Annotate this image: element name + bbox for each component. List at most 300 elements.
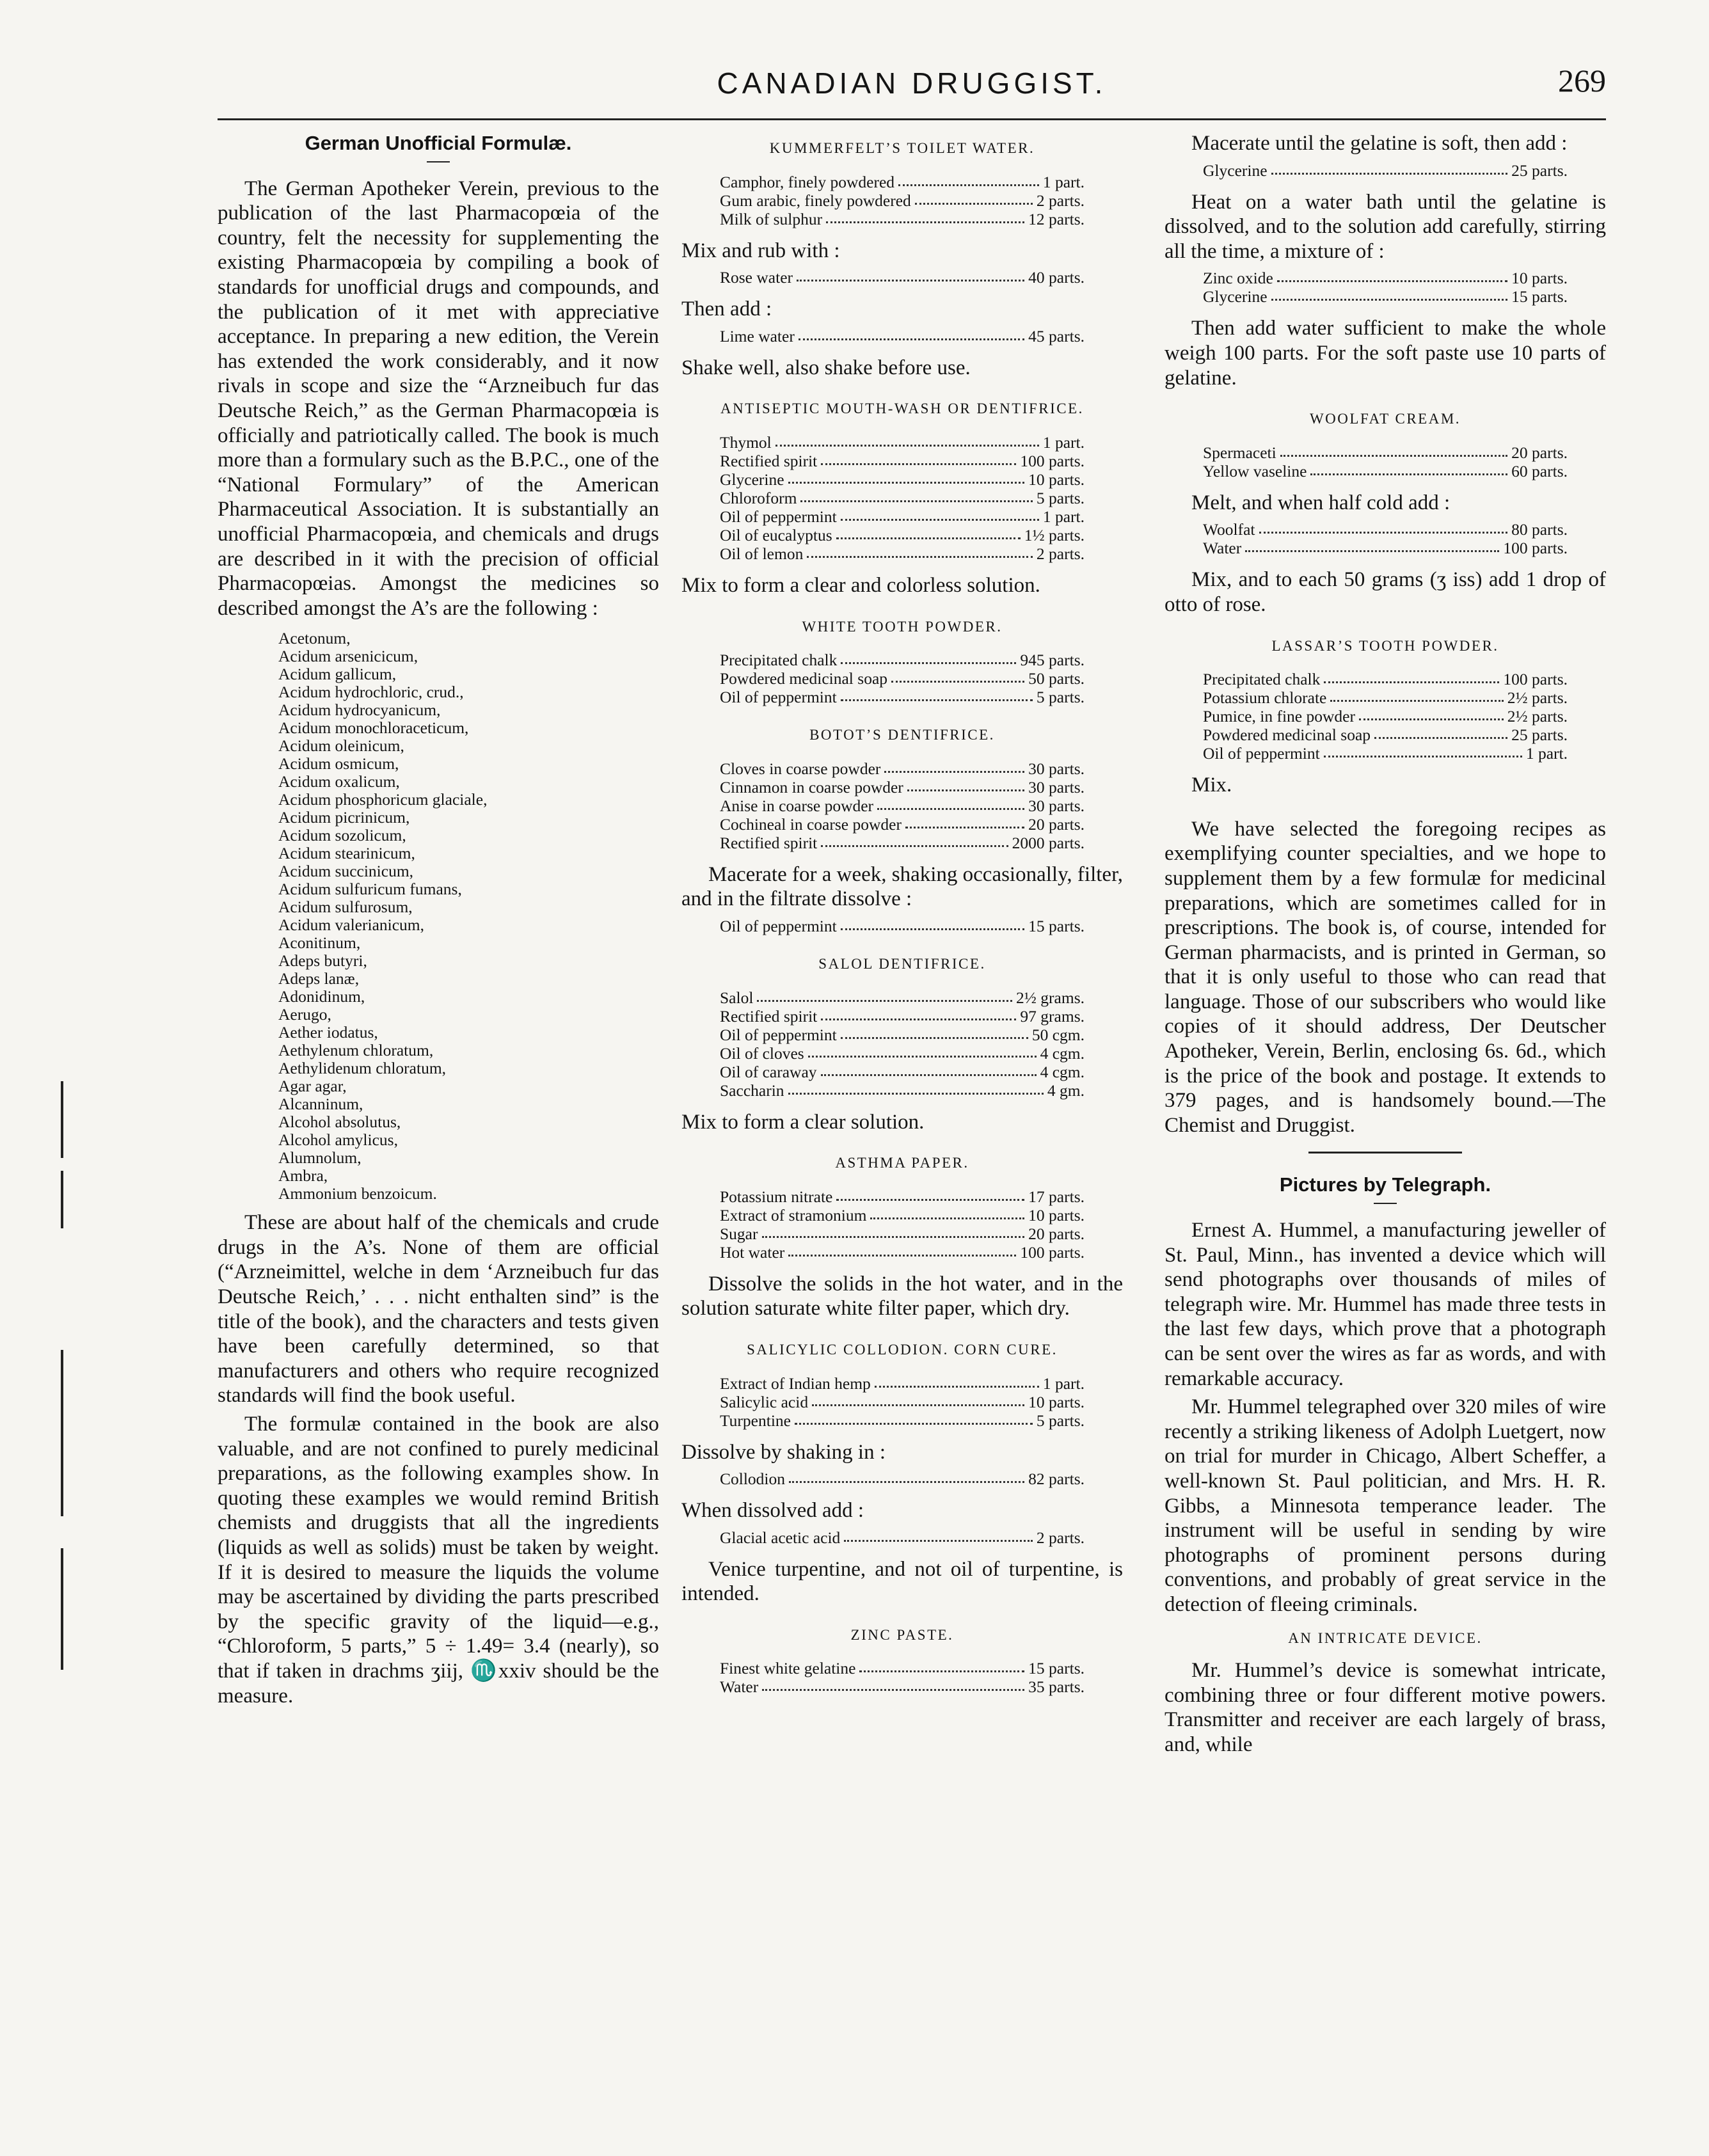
recipe-table	[1165, 670, 1606, 763]
paragraph: The German Apotheker Verein, previous to the publication of the last Pharmacopœia of the country, felt the necessity for supplementing the existing Pharmacopœia by compiling a book of standards for unofficial drugs and compounds, and the publication of it met with appreciative acceptance. In preparing a new edition, the Verein has extended the work considerably, and it now rivals in scope and size the “Arzneibuch fur das Deutsche Reich,” as the German Pharmacopœia is officially and patriotically called. The book is much more than a formulary such as the B.P.C., one of the “National Formulary” of the American Pharmaceutical Association. It is substantially an unofficial Pharmacopœia, and chemicals and drugs are described in it with the precision of official Pharmacopœias. Amongst the medicines so described amongst the A’s are the following :	[218, 177, 659, 620]
ingredient-amount: 2 parts.	[1036, 544, 1085, 563]
dot-leader	[841, 507, 1039, 521]
dot-leader	[841, 688, 1033, 701]
recipe-table	[681, 1659, 1123, 1696]
ingredient-amount: 5 parts.	[1036, 688, 1085, 707]
ingredient-row	[720, 1243, 1085, 1262]
ingredient-amount: 30 parts.	[1028, 796, 1085, 815]
dot-leader	[907, 778, 1024, 791]
instruction: Venice turpentine, and not oil of turpentine, is intended.	[681, 1557, 1123, 1606]
ingredient-name: Oil of caraway	[720, 1062, 817, 1081]
ingredient-name: Rectified spirit	[720, 451, 818, 470]
dot-leader	[836, 1187, 1024, 1201]
ingredient-name: Sugar	[720, 1224, 758, 1243]
ingredient-name: Glacial acetic acid	[720, 1528, 841, 1547]
ingredient-name: Lime water	[720, 326, 795, 345]
ingredient-row	[720, 1225, 1085, 1243]
recipe-title: WHITE TOOTH POWDER.	[802, 618, 1003, 635]
ingredient-amount: 30 parts.	[1028, 759, 1085, 778]
ingredient-row	[1203, 707, 1568, 725]
instruction: Mix.	[1191, 773, 1232, 797]
list-item: Adeps butyri,	[278, 951, 367, 971]
ingredient-name: Pumice, in fine powder	[1203, 707, 1355, 726]
title-dash	[1374, 1203, 1397, 1204]
list-item: Acidum sozolicum,	[278, 826, 406, 845]
dot-leader	[859, 1659, 1024, 1672]
ingredient-amount: 25 parts.	[1511, 161, 1568, 180]
paragraph: The formulæ contained in the book are also valuable, and are not confined to purely medicinal preparations, as the following examples show. In quoting these examples we would remind British chemists and druggists that all the ingredients (liquids as well as solids) must be taken by weight. If it is desired to measure the liquids the volume may be ascertained by dividing the parts prescribed by the specific gravity of the liquid—e.g., “Chloroform, 5 parts,” 5 ÷ 1.49= 3.4 (nearly), so that if taken in drachms ʒiij, ♏xxiv should be the measure.	[218, 1413, 659, 1708]
subheading: AN INTRICATE DEVICE.	[1288, 1629, 1482, 1646]
ingredient-name: Oil of peppermint	[720, 1025, 837, 1044]
ingredient-name: Zinc oxide	[1203, 269, 1273, 288]
dot-leader	[799, 327, 1024, 340]
recipe-table	[681, 651, 1123, 706]
ingredient-row	[720, 1081, 1085, 1100]
instruction: Then add water sufficient to make the whole weigh 100 parts. For the soft paste use 10 parts of gelatine.	[1165, 317, 1606, 390]
ingredient-amount: 17 parts.	[1028, 1187, 1085, 1206]
ingredient-amount: 1 part.	[1042, 1374, 1085, 1393]
ingredient-amount: 35 parts.	[1028, 1677, 1085, 1697]
instruction: Heat on a water bath until the gelatine is dissolved, and to the solution add carefully, stirring all the time, a mixture of :	[1165, 190, 1606, 263]
ingredient-row	[1203, 688, 1568, 707]
ingredient-row	[720, 778, 1085, 797]
paragraph: Ernest A. Hummel, a manufacturing jeweller of St. Paul, Minn., has invented a device which will send photographs over thousands of miles of telegraph wire. Mr. Hummel has made three tests in the last few days, which prove that a photograph can be sent over the wires as far as words, and with remarkable accuracy.	[1165, 1219, 1606, 1390]
instruction: Macerate for a week, shaking occasionally, filter, and in the filtrate dissolve :	[681, 862, 1123, 911]
ingredient-amount: 20 parts.	[1028, 814, 1085, 834]
paragraph: These are about half of the chemicals and crude drugs in the A’s. None of them are official (“Arzneimittel, welche in dem ‘Arzneibuch fur das Deutsche Reich,’ . . . nicht enthalten sind” is the title of the book), and the characters and tests given have been carefully determined, so that manufacturers and others who require recognized standards will find the book useful.	[218, 1211, 659, 1407]
margin-mark	[61, 1548, 63, 1670]
ingredient-row	[720, 544, 1085, 563]
ingredient-row	[1203, 670, 1568, 688]
ingredient-amount: 10 parts.	[1028, 1392, 1085, 1411]
instruction: Macerate until the gelatine is soft, then add :	[1191, 132, 1568, 155]
recipe-title: SALOL DENTIFRICE.	[818, 955, 986, 972]
ingredient-amount: 15 parts.	[1028, 1659, 1085, 1678]
dot-leader	[788, 1081, 1044, 1095]
dot-leader	[898, 173, 1039, 186]
list-item: Adeps lanæ,	[278, 969, 360, 988]
dot-leader	[1277, 269, 1507, 282]
ingredient-name: Glycerine	[1203, 161, 1268, 180]
list-item: Aerugo,	[278, 1005, 331, 1024]
ingredient-amount: 10 parts.	[1511, 269, 1568, 288]
list-item: Alcohol absolutus,	[278, 1113, 401, 1132]
ingredient-row	[720, 1206, 1085, 1225]
ingredient-amount: 60 parts.	[1511, 461, 1568, 480]
dot-leader	[870, 1206, 1024, 1219]
ingredient-name: Potassium chlorate	[1203, 688, 1327, 708]
ingredient-amount: 945 parts.	[1020, 651, 1085, 670]
ingredient-amount: 1 part.	[1042, 432, 1085, 452]
recipe-title: LASSAR’S TOOTH POWDER.	[1271, 637, 1499, 654]
instruction: Dissolve the solids in the hot water, and in the solution saturate white filter paper, which dry.	[681, 1272, 1123, 1320]
dot-leader	[1280, 443, 1507, 457]
recipe-table	[681, 1187, 1123, 1262]
dot-leader	[826, 210, 1024, 223]
ingredient-amount: 25 parts.	[1511, 725, 1568, 745]
ingredient-row	[720, 489, 1085, 507]
dot-leader	[1330, 688, 1503, 702]
ingredient-amount: 4 cgm.	[1040, 1062, 1085, 1081]
dot-leader	[762, 1225, 1025, 1238]
dot-leader	[915, 191, 1033, 205]
ingredient-name: Hot water	[720, 1242, 785, 1262]
dot-leader	[1310, 462, 1507, 475]
dot-leader	[788, 470, 1025, 484]
recipe-title: BOTOT’S DENTIFRICE.	[809, 727, 995, 743]
ingredient-row	[1203, 520, 1568, 539]
instruction: Dissolve by shaking in :	[681, 1440, 886, 1464]
instruction: When dissolved add :	[681, 1499, 864, 1523]
list-item: Acidum valerianicum,	[278, 916, 425, 935]
ingredient-row	[720, 815, 1085, 834]
dot-leader	[884, 759, 1024, 773]
ingredient-name: Powdered medicinal soap	[1203, 725, 1371, 745]
ingredient-amount: 45 parts.	[1028, 326, 1085, 345]
ingredient-row	[1203, 287, 1568, 306]
dot-leader	[788, 1243, 1016, 1256]
ingredient-amount: 15 parts.	[1511, 287, 1568, 306]
recipe-table	[681, 268, 1123, 287]
ingredient-name: Extract of stramonium	[720, 1205, 867, 1225]
ingredient-name: Precipitated chalk	[1203, 670, 1321, 689]
dot-leader	[1374, 725, 1507, 739]
recipe-table	[681, 917, 1123, 935]
ingredient-row	[1203, 269, 1568, 287]
ingredient-name: Anise in coarse powder	[720, 796, 874, 815]
ingredient-row	[720, 526, 1085, 544]
recipe-title: ZINC PASTE.	[850, 1626, 954, 1643]
ingredient-amount: 100 parts.	[1020, 1242, 1085, 1262]
instruction: Mix, and to each 50 grams (ʒ iss) add 1 drop of otto of rose.	[1165, 568, 1606, 616]
ingredient-row	[1203, 462, 1568, 480]
ingredient-name: Yellow vaseline	[1203, 461, 1307, 480]
ingredient-amount: 20 parts.	[1028, 1224, 1085, 1243]
ingredient-row	[720, 470, 1085, 489]
ingredient-row	[720, 173, 1085, 191]
ingredient-name: Oil of peppermint	[1203, 744, 1320, 763]
ingredient-row	[720, 917, 1085, 935]
dot-leader	[1245, 539, 1499, 552]
ingredient-name: Oil of eucalyptus	[720, 525, 832, 544]
ingredient-row	[720, 507, 1085, 526]
list-item: Acidum sulfurosum,	[278, 898, 413, 917]
ingredient-name: Collodion	[720, 1470, 786, 1489]
ingredient-amount: 100 parts.	[1503, 539, 1568, 558]
recipe-table	[1165, 520, 1606, 557]
ingredient-row	[720, 1470, 1085, 1488]
instruction: Mix and rub with :	[681, 239, 840, 262]
recipe-table	[681, 173, 1123, 228]
column-right	[1165, 131, 1606, 1761]
ingredient-name: Oil of lemon	[720, 544, 804, 563]
ingredient-row	[720, 1659, 1085, 1677]
ingredient-amount: 10 parts.	[1028, 470, 1085, 489]
ingredient-name: Saccharin	[720, 1081, 784, 1100]
ingredient-name: Rose water	[720, 268, 793, 287]
ingredient-row	[720, 688, 1085, 706]
list-item: Acidum picrinicum,	[278, 808, 410, 827]
list-item: Acidum stearinicum,	[278, 844, 415, 863]
dot-leader	[821, 1007, 1016, 1020]
instruction: Mix to form a clear solution.	[681, 1110, 925, 1134]
dot-leader	[797, 268, 1024, 281]
dot-leader	[877, 797, 1024, 810]
ingredient-name: Glycerine	[720, 470, 784, 489]
ingredient-amount: 2 parts.	[1036, 1528, 1085, 1547]
page-header	[218, 61, 1606, 120]
dot-leader	[800, 489, 1033, 502]
list-item: Ambra,	[278, 1166, 328, 1185]
ingredient-name: Salicylic acid	[720, 1392, 809, 1411]
ingredient-name: Rectified spirit	[720, 833, 818, 852]
ingredient-row	[720, 433, 1085, 452]
journal-title: CANADIAN DRUGGIST.	[717, 67, 1107, 100]
list-item: Aether iodatus,	[278, 1023, 378, 1042]
ingredient-row	[720, 1187, 1085, 1206]
dot-leader	[841, 917, 1024, 930]
ingredient-row	[720, 759, 1085, 778]
column-left	[218, 131, 659, 1712]
list-item: Aconitinum,	[278, 933, 361, 953]
ingredient-amount: 1 part.	[1042, 507, 1085, 526]
recipe-title: ASTHMA PAPER.	[835, 1155, 969, 1171]
list-item: Alumnolum,	[278, 1148, 362, 1168]
recipe-table	[1165, 161, 1606, 180]
ingredient-name: Milk of sulphur	[720, 209, 823, 228]
dot-leader	[844, 1528, 1033, 1542]
ingredient-row	[720, 834, 1085, 852]
paragraph: We have selected the foregoing recipes as exemplifying counter specialties, and we hope to supplement them by a few formulæ for medicinal preparations, which are sometimes called for in prescriptions. The book is, of course, intended for German pharmacists, and is printed in German, so that it is only useful to those who can read that language. Those of our subscribers who would like copies of it should address, Der Deutscher Apotheker, Verein, Berlin, enclosing 6s. 6d., which is the price of the book and postage. It extends to 379 pages, and is handsomely bound.—The Chemist and Druggist.	[1165, 817, 1606, 1137]
ingredient-name: Finest white gelatine	[720, 1659, 856, 1678]
ingredient-row	[720, 797, 1085, 815]
ingredient-amount: 100 parts.	[1503, 670, 1568, 689]
ingredient-row	[1203, 725, 1568, 744]
recipe-table	[681, 988, 1123, 1100]
ingredient-amount: 82 parts.	[1028, 1470, 1085, 1489]
dot-leader	[1324, 670, 1499, 683]
dot-leader	[812, 1393, 1024, 1406]
dot-leader	[1271, 161, 1508, 175]
ingredient-amount: 2 parts.	[1036, 191, 1085, 210]
paragraph: Mr. Hummel telegraphed over 320 miles of wire recently a striking likeness of Adolph Luetgert, now on trial for murder in Chicago, Albert Scheffer, a well-known St. Paul politician, and Mrs. H. R. Gibbs, a Minnesota temperance leader. The instrument will be useful in sending by wire photographs of prominent persons during conventions, and probably of great service in the detection of fleeing criminals.	[1165, 1395, 1606, 1616]
margin-mark	[61, 1081, 63, 1158]
ingredient-name: Water	[1203, 539, 1242, 558]
ingredient-amount: 12 parts.	[1028, 209, 1085, 228]
list-item: Aethylidenum chloratum,	[278, 1059, 447, 1078]
recipe-table	[1165, 269, 1606, 306]
ingredient-amount: 1 part.	[1525, 744, 1568, 763]
dot-leader	[821, 452, 1016, 465]
ingredient-amount: 50 cgm.	[1031, 1025, 1085, 1044]
list-item: Acidum osmicum,	[278, 754, 399, 773]
ingredient-amount: 5 parts.	[1036, 488, 1085, 507]
page-number: 269	[1558, 63, 1606, 99]
ingredient-row	[1203, 443, 1568, 462]
dot-leader	[905, 815, 1024, 828]
ingredient-row	[720, 651, 1085, 669]
ingredient-name: Turpentine	[720, 1411, 791, 1430]
list-item: Acidum succinicum,	[278, 862, 414, 881]
recipe-table	[1165, 443, 1606, 480]
dot-leader	[795, 1411, 1033, 1425]
margin-mark	[61, 1171, 63, 1228]
ingredient-amount: 30 parts.	[1028, 777, 1085, 797]
ingredient-amount: 2½ parts.	[1507, 688, 1568, 708]
ingredient-name: Camphor, finely powdered	[720, 172, 895, 191]
ingredient-name: Water	[720, 1677, 759, 1697]
ingredient-name: Extract of Indian hemp	[720, 1374, 871, 1393]
ingredient-row	[720, 1374, 1085, 1393]
ingredient-name: Powdered medicinal soap	[720, 669, 888, 688]
instruction: Melt, and when half cold add :	[1191, 491, 1451, 514]
ingredient-row	[1203, 744, 1568, 763]
instruction: Shake well, also shake before use.	[681, 356, 971, 379]
recipe-table	[681, 759, 1123, 852]
list-item: Acidum oleinicum,	[278, 736, 404, 756]
ingredient-amount: 15 parts.	[1028, 916, 1085, 935]
dot-leader	[891, 669, 1024, 683]
article-title: German Unofficial Formulæ.	[305, 132, 572, 154]
ingredient-amount: 5 parts.	[1036, 1411, 1085, 1430]
ingredient-row	[720, 191, 1085, 210]
dot-leader	[841, 1026, 1028, 1039]
ingredient-name: Oil of cloves	[720, 1043, 804, 1063]
paragraph: Mr. Hummel’s device is somewhat intricate, combining three or four different motive powers. Transmitter and receiver are each largely of brass, and, while	[1165, 1659, 1606, 1756]
ingredient-amount: 10 parts.	[1028, 1205, 1085, 1225]
ingredient-row	[720, 268, 1085, 287]
list-item: Acidum gallicum,	[278, 665, 397, 684]
ingredient-amount: 50 parts.	[1028, 669, 1085, 688]
dot-leader	[1271, 287, 1508, 301]
ingredient-amount: 97 grams.	[1020, 1006, 1085, 1026]
drug-list	[278, 630, 659, 1203]
dot-leader	[762, 1677, 1024, 1691]
dot-leader	[841, 651, 1016, 664]
ingredient-amount: 2000 parts.	[1012, 833, 1085, 852]
section-rule	[1308, 1152, 1462, 1153]
list-item: Acidum sulfuricum fumans,	[278, 880, 462, 899]
ingredient-name: Gum arabic, finely powdered	[720, 191, 911, 210]
ingredient-name: Cochineal in coarse powder	[720, 814, 902, 834]
dot-leader	[875, 1374, 1039, 1388]
ingredient-row	[720, 327, 1085, 345]
recipe-table	[681, 1470, 1123, 1488]
list-item: Alcohol amylicus,	[278, 1130, 398, 1150]
recipe-table	[681, 327, 1123, 345]
ingredient-row	[720, 452, 1085, 470]
list-item: Acidum hydrocyanicum,	[278, 701, 441, 720]
list-item: Acidum oxalicum,	[278, 772, 400, 791]
list-item: Acidum arsenicicum,	[278, 647, 418, 666]
recipe-title: SALICYLIC COLLODION. CORN CURE.	[747, 1341, 1058, 1358]
dot-leader	[1324, 744, 1522, 757]
ingredient-name: Spermaceti	[1203, 443, 1276, 462]
ingredient-amount: 1 part.	[1042, 172, 1085, 191]
ingredient-name: Potassium nitrate	[720, 1187, 833, 1206]
ingredient-amount: 2½ parts.	[1507, 707, 1568, 726]
ingredient-name: Oil of peppermint	[720, 688, 837, 707]
recipe-title: ANTISEPTIC MOUTH-WASH OR DENTIFRICE.	[720, 400, 1084, 417]
dot-leader	[1359, 707, 1504, 720]
ingredient-row	[720, 1063, 1085, 1081]
margin-mark	[61, 1350, 63, 1516]
dot-leader	[1259, 520, 1508, 534]
ingredient-name: Thymol	[720, 432, 772, 452]
ingredient-name: Chloroform	[720, 488, 797, 507]
dot-leader	[821, 1063, 1037, 1076]
ingredient-row	[720, 1044, 1085, 1063]
list-item: Ammonium benzoicum.	[278, 1184, 437, 1203]
list-item: Agar agar,	[278, 1077, 347, 1096]
ingredient-name: Glycerine	[1203, 287, 1268, 306]
recipe-table	[681, 1374, 1123, 1430]
ingredient-amount: 20 parts.	[1511, 443, 1568, 462]
ingredient-row	[1203, 539, 1568, 557]
ingredient-row	[720, 1677, 1085, 1696]
ingredient-name: Salol	[720, 988, 754, 1007]
instruction: Mix to form a clear and colorless solution.	[681, 573, 1040, 597]
ingredient-amount: 2½ grams.	[1016, 988, 1085, 1007]
list-item: Aethylenum chloratum,	[278, 1041, 434, 1060]
dot-leader	[757, 988, 1012, 1002]
article-title: Pictures by Telegraph.	[1279, 1173, 1491, 1196]
recipe-title: KUMMERFELT’S TOILET WATER.	[769, 140, 1035, 156]
ingredient-name: Rectified spirit	[720, 1006, 818, 1026]
ingredient-row	[720, 1393, 1085, 1411]
recipe-table	[681, 1528, 1123, 1547]
instruction: Then add :	[681, 297, 772, 321]
list-item: Adonidinum,	[278, 987, 365, 1006]
ingredient-row	[720, 669, 1085, 688]
dot-leader	[789, 1470, 1024, 1483]
list-item: Acidum phosphoricum glaciale,	[278, 790, 488, 809]
ingredient-name: Oil of peppermint	[720, 507, 837, 526]
ingredient-amount: 100 parts.	[1020, 451, 1085, 470]
list-item: Alcanninum,	[278, 1095, 363, 1114]
ingredient-name: Woolfat	[1203, 520, 1255, 539]
ingredient-amount: 40 parts.	[1028, 268, 1085, 287]
ingredient-row	[1203, 161, 1568, 180]
dot-leader	[775, 433, 1039, 447]
ingredient-name: Cinnamon in coarse powder	[720, 777, 903, 797]
ingredient-amount: 80 parts.	[1511, 520, 1568, 539]
dot-leader	[821, 834, 1008, 847]
ingredient-amount: 4 gm.	[1047, 1081, 1085, 1100]
column-middle	[681, 131, 1123, 1706]
title-dash	[427, 161, 450, 162]
ingredient-row	[720, 1411, 1085, 1430]
ingredient-row	[720, 1007, 1085, 1026]
list-item: Acidum hydrochloric, crud.,	[278, 683, 464, 702]
ingredient-row	[720, 1528, 1085, 1547]
ingredient-row	[720, 988, 1085, 1007]
list-item: Acetonum,	[278, 629, 351, 648]
dot-leader	[807, 544, 1033, 558]
list-item: Acidum monochloraceticum,	[278, 718, 469, 738]
ingredient-name: Precipitated chalk	[720, 651, 838, 670]
recipe-title: WOOLFAT CREAM.	[1309, 411, 1461, 427]
ingredient-amount: 1½ parts.	[1024, 525, 1085, 544]
dot-leader	[808, 1044, 1037, 1058]
ingredient-amount: 4 cgm.	[1040, 1043, 1085, 1063]
ingredient-name: Oil of peppermint	[720, 916, 837, 935]
ingredient-name: Cloves in coarse powder	[720, 759, 881, 778]
ingredient-row	[720, 1026, 1085, 1044]
recipe-table	[681, 433, 1123, 563]
dot-leader	[836, 526, 1021, 539]
ingredient-row	[720, 210, 1085, 228]
